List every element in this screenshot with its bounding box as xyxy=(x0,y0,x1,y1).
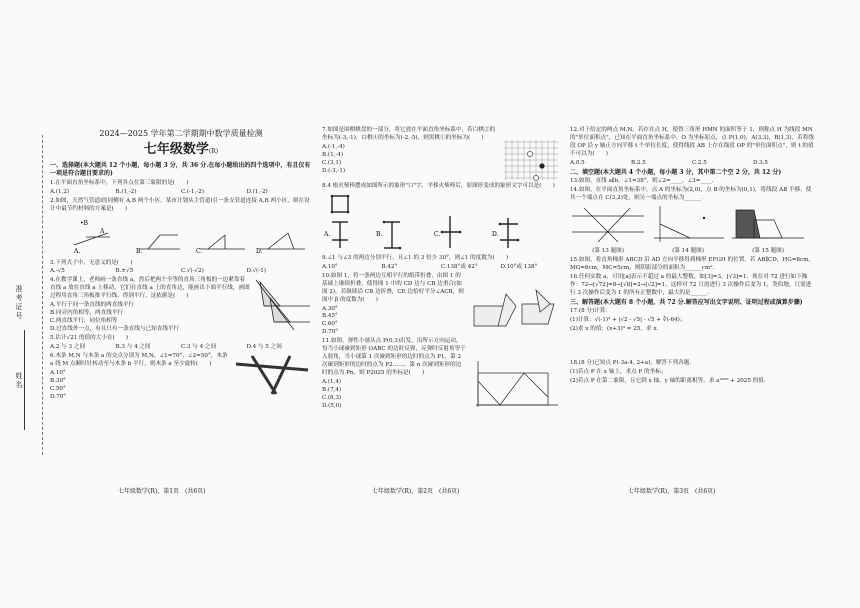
option: C.两直线平行，同位角相等 xyxy=(50,318,118,325)
question-9-options xyxy=(322,264,560,272)
question-17: 17.(8 分)计算： xyxy=(570,308,611,315)
question-9: 9.∠1 与∠3 的两边分别平行，且∠1 的 3 倍少 30°，则∠1 的度数为( ) xyxy=(322,254,509,261)
question-7-options xyxy=(322,144,498,176)
option: C.√(-√2) xyxy=(181,268,204,275)
option: C.2.5 xyxy=(692,159,707,166)
page-1-footer: 七年级数学(R)，第1页 (共6页) xyxy=(118,488,206,495)
section-2-figures xyxy=(570,204,814,256)
question-18-part-2: (2)若点 P 在第二象限，且它到 x 轴、y 轴的距离相等，求 a²⁰²⁵ + 2025 的值. xyxy=(570,377,766,384)
question-3-options xyxy=(50,268,312,276)
option: C.(-1,-2) xyxy=(181,188,204,195)
question-13: 13.如图，直线 a∥b，∠1=38°，则∠2=____，∠3=____. xyxy=(570,178,714,185)
figure-14 xyxy=(650,204,726,256)
svg-text:B.: B. xyxy=(376,230,383,238)
question-14: 14.如图，在平面直角坐标系中，点 A 的坐标为(2,0)，点 B 的坐标为(0,1)，将线段 AB 平移，使其一个端点在 C(3,2)处，则另一端点的坐标为______. xyxy=(570,187,812,202)
option: A.10° xyxy=(322,263,338,270)
page-1 xyxy=(50,126,312,496)
question-2-figures xyxy=(50,215,312,255)
svg-text:C.: C. xyxy=(196,247,203,255)
figure-15-drawing xyxy=(730,204,806,244)
svg-text:A: A xyxy=(100,227,105,235)
option: D.3.5 xyxy=(753,159,768,166)
svg-text:C.: C. xyxy=(434,230,441,238)
option: D.10°或 138° xyxy=(500,263,538,270)
question-6-options xyxy=(50,370,228,402)
question-10-options xyxy=(322,306,466,338)
page-3-footer: 七年级数学(R)，第3页 (共6页) xyxy=(628,488,716,495)
option: C.(3,1) xyxy=(322,159,342,166)
option: D.4 与 5 之间 xyxy=(246,344,282,351)
figure-13-drawing xyxy=(570,204,646,244)
question-15: 15.如图，将直角梯形 ABCD 沿 AD 方向平移得到梯形 EFGH 的位置，若 AB∥CD，HG=8cm，MG=6cm，MC=5cm，则阴影部分的面积为______cm². xyxy=(570,256,814,271)
question-10: 10.如图 1，将一条两边互相平行的纸带折叠，由图 1 的基础上继续折叠，使得图 1 中的 CD 边与 CB 边重合(如图 2)，若继续沿 CB 边折叠，CE 边恰好平分∠ACB，则图中 β 的度数为( ) xyxy=(322,272,464,303)
option: A.(1,4) xyxy=(322,378,342,385)
option: A.0.5 xyxy=(570,159,585,166)
section-3-heading: 三、解答题(本大题有 8 个小题，共 72 分.解答应写出文字说明、证明过程或演算步骤) xyxy=(570,298,803,306)
option: B.45° xyxy=(322,313,338,320)
question-7-block xyxy=(322,126,560,182)
question-2: 2.如图，天然气管道l的同侧有 A,B 两个小区，某市计划从主管道l引一条支管道连接 A,B 两小区，则在设计中最节约材料的方案是( ) xyxy=(50,197,310,212)
go-board-figure xyxy=(502,138,560,182)
figure-15 xyxy=(730,204,806,256)
exam-title: 2024—2025 学年第二学期期中数学质量检测 xyxy=(99,129,263,138)
option: A.30° xyxy=(322,305,338,312)
option: B.(1,-4) xyxy=(322,151,344,158)
question-4-block xyxy=(50,276,312,334)
svg-text:•B: •B xyxy=(80,219,88,227)
option: C.3 与 4 之间 xyxy=(181,344,217,351)
subject-title: 七年级数学(R) xyxy=(143,142,219,158)
svg-text:D.: D. xyxy=(492,230,499,238)
option: B.同旁内角相等，两直线平行 xyxy=(50,310,124,317)
question-6-block xyxy=(50,352,312,402)
option: A.2 与 3 之间 xyxy=(50,344,86,351)
question-11-block xyxy=(322,337,560,410)
question-11-figure xyxy=(470,359,560,409)
page-2 xyxy=(322,126,560,496)
question-18-part-1: (1)若点 P 在 x 轴上，求点 P 的坐标； xyxy=(570,368,667,375)
exam-number-underline xyxy=(24,330,25,430)
option: D.过直线外一点，有且只有一条直线与已知直线平行 xyxy=(50,326,180,333)
option: B.3 与 4 之间 xyxy=(115,344,151,351)
figure-14-caption: (第 14 题图) xyxy=(672,247,704,254)
option: A.平行于同一条直线的两直线平行 xyxy=(50,302,135,309)
svg-text:A.: A. xyxy=(324,230,331,238)
question-11-options xyxy=(322,379,466,411)
question-16: 16.任何实数 a，可用[a]表示不超过 a 的最大整数，如[3]=3，[√3]=1，现在对 72 进行如下操作：72→[√72]=8→[√8]=2→[√2]=1，这样对 72 只需进行 3 次操作后变为 1，类似地，只需进行 3 次操作后变为 1 的所有正整数中，最大的是______. xyxy=(570,273,812,296)
option: C.138°或 42° xyxy=(441,263,478,270)
question-18: 18.(8 分)已知点 P(-3a-4, 2+a)，解答下列各题. xyxy=(570,359,692,366)
page-2-footer: 七年级数学(R)，第2页 (共6页) xyxy=(372,488,460,495)
figure-13 xyxy=(570,204,646,256)
option: A.10° xyxy=(50,370,66,377)
option: C.50° xyxy=(50,386,66,393)
question-12: 12.对于给定的两点 M,N，若存在点 H，使得三角形 HMN 的面积等于 1，则称点 H 为线段 MN 的"单位面积点"，已知在平面直角坐标系中，O 为坐标原点，点 P(1,0)，A(3,3)，B(1,3)，若将线段 OP 沿 y 轴正方向平移 t 个单位长度，使得线段 AB 上存在线段 OP 的"单位面积点"，则 t 的值不可以为( ) xyxy=(570,127,814,157)
question-11: 11.如图，弹性小球从点 P(0,3)出发，沿所示方向运动，每当小球碰到矩形 OABC 的边时反弹，反弹时反射角等于入射角，当小球第 1 次碰到矩形的边时的点为 P1，第 2 次碰到矩形的边时的点为 P2……，第 n 次碰到矩形的边时的点为 Pn，则 P2025 的坐标是( ) xyxy=(322,338,466,376)
option: B.±√5 xyxy=(115,268,134,275)
option: A.(-1,-4) xyxy=(322,143,345,150)
question-1: 1.在平面直角坐标系中，下列各点在第三象限的是( ) xyxy=(50,179,189,186)
option: A.-√5 xyxy=(50,268,65,275)
question-4-figure xyxy=(254,276,312,334)
question-17-part-2: (2)求 x 的值：(x+3)³ = 25，求 x. xyxy=(570,325,659,332)
option: D.(-3,-1) xyxy=(322,167,346,174)
binding-line xyxy=(42,135,43,455)
figure-13-caption: (第 13 题图) xyxy=(592,247,624,254)
question-12-options xyxy=(570,160,814,168)
question-3: 3.下列式子中，无意义的是( ) xyxy=(50,259,133,266)
question-8-figures xyxy=(322,192,560,250)
name-label: 姓名 xyxy=(15,372,23,390)
figure-15-caption: (第 15 题图) xyxy=(752,247,784,254)
page-3 xyxy=(570,126,814,496)
option: D.70° xyxy=(50,393,66,400)
question-8: 8.4 根火柴棒摆成如图所示的象形"口"字，平移火柴棒后，原图形变成的象形文字可以是( ) xyxy=(322,183,555,189)
section-2-heading: 二、填空题(本大题共 4 个小题，每小题 3 分，其中第二个空 2 分，共 12 分) xyxy=(570,168,782,176)
question-10-figure xyxy=(470,286,560,332)
option: A.(1,2) xyxy=(50,188,70,195)
option: B.2.5 xyxy=(631,159,646,166)
option: C.60° xyxy=(322,321,338,328)
question-10-block xyxy=(322,272,560,338)
option: D.70° xyxy=(322,329,338,336)
option: B.42° xyxy=(381,263,398,270)
svg-text:D.: D. xyxy=(256,247,263,255)
figure-14-drawing xyxy=(650,204,726,244)
option: C.(8,3) xyxy=(322,394,342,401)
option: D.(1,-2) xyxy=(246,188,268,195)
question-7: 7.如图是围棋棋盘的一部分，将它放在平面直角坐标系中，若白棋②的坐标为(-3,-1)，白棋④的坐标为(-2,-5)，则黑棋①的坐标为( ) xyxy=(322,127,496,141)
question-4-options xyxy=(50,302,250,334)
question-6: 6.木条 M,N 与木条 a 的交点分别为 M,N，∠1=70°，∠2=50°，木条 a 绕 M 点顺时针转动至与木条 b 平行，则木条 a 至少旋转( ) xyxy=(50,353,228,368)
exam-number-label: 准考证号 xyxy=(15,285,23,321)
option: D.√(-1) xyxy=(246,268,266,275)
question-5-options xyxy=(50,344,312,352)
svg-text:B.: B. xyxy=(136,247,143,255)
svg-text:A.: A. xyxy=(74,247,81,255)
question-6-figure xyxy=(232,352,312,396)
question-5: 5.估计√21 的值的大小在( ) xyxy=(50,335,129,342)
answer-space xyxy=(570,335,814,359)
option: B.30° xyxy=(50,378,66,385)
question-1-options xyxy=(50,189,312,197)
question-17-part-1: (1)计算：√(-1)² + |√2 - √5| - √5 + ∛(-64)； xyxy=(570,317,686,324)
question-4: 4.在教学课上，老师画一条直线 a，然后把两个全等的直角三角板的一边紧靠着直线 a 放在直线 a 上移动，它们在直线 a 上的直角边，能画出下面平行线，画图过程用直角三角板推平行线，得到平行，这依据是( ) xyxy=(50,277,250,300)
option: B.(1,-2) xyxy=(115,188,137,195)
option: B.(7,4) xyxy=(322,386,342,393)
option: D.(5,0) xyxy=(322,402,342,409)
section-1-heading: 一、选择题(本大题共 12 个小题，每小题 3 分，共 36 分.在每小题给出的四个选项中，有且仅有一项是符合题目要求的) xyxy=(50,161,311,178)
